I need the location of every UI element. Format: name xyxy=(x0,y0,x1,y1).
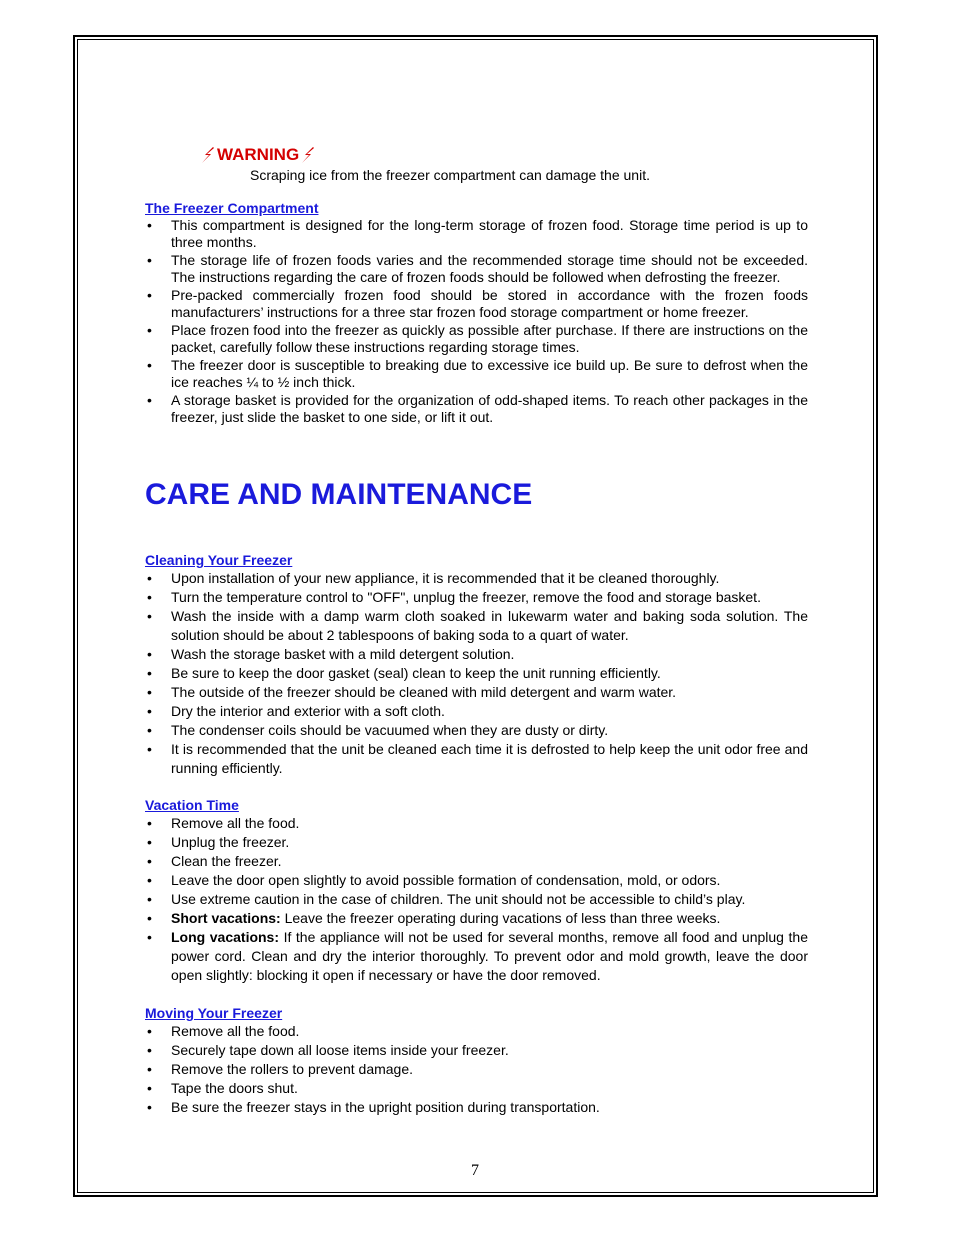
list-item: • This compartment is designed for the long-term storage of frozen food. Storage time period is up to three months. xyxy=(145,217,808,251)
cleaning-list xyxy=(145,569,808,778)
long-vacations-text: If the appliance will not be used for several months, remove all food and unplug the power cord. Clean and dry the interior thoroughly. To prevent odor and mold growth, leave the door open slightly: blocking it open if necessary or have the door removed. xyxy=(171,929,808,983)
list-item: • Turn the temperature control to "OFF", unplug the freezer, remove the food and storage basket. xyxy=(145,588,808,607)
list-item xyxy=(145,909,808,928)
list-item: • The storage life of frozen foods varies and the recommended storage time should not be exceeded. The instructions regarding the care of frozen foods should be followed when defrosting the freezer. xyxy=(145,252,808,286)
warning-text: Scraping ice from the freezer compartment can damage the unit. xyxy=(250,167,650,183)
short-vacations-text: Leave the freezer operating during vacations of less than three weeks. xyxy=(280,910,721,926)
list-item: • Be sure to keep the door gasket (seal) clean to keep the unit running efficiently. xyxy=(145,664,808,683)
list-item: • Place frozen food into the freezer as quickly as possible after purchase. If there are instructions on the packet, carefully follow these instructions regarding storage times. xyxy=(145,322,808,356)
list-item: • Remove all the food. xyxy=(145,814,808,833)
lightning-bolt-icon xyxy=(201,147,215,163)
list-item: • Upon installation of your new appliance, it is recommended that it be cleaned thoroughly. xyxy=(145,569,808,588)
list-item: • A storage basket is provided for the organization of odd-shaped items. To reach other packages in the freezer, just slide the basket to one side, or lift it out. xyxy=(145,392,808,426)
moving-heading: Moving Your Freezer xyxy=(145,1005,283,1021)
list-item: • Pre-packed commercially frozen food should be stored in accordance with the frozen foods manufacturers’ instructions for a three star frozen food storage compartment or home freezer. xyxy=(145,287,808,321)
freezer-compartment-list xyxy=(145,217,808,427)
list-item: • Leave the door open slightly to avoid possible formation of condensation, mold, or odors. xyxy=(145,871,808,890)
list-item: • Wash the inside with a damp warm cloth soaked in lukewarm water and baking soda solution. The solution should be about 2 tablespoons of baking soda to a quart of water. xyxy=(145,607,808,645)
list-item: • Remove the rollers to prevent damage. xyxy=(145,1060,808,1079)
freezer-compartment-heading: The Freezer Compartment xyxy=(145,200,319,216)
warning-label: WARNING xyxy=(217,145,300,164)
list-item: • It is recommended that the unit be cleaned each time it is defrosted to help keep the unit odor free and running efficiently. xyxy=(145,740,808,778)
page-title: CARE AND MAINTENANCE xyxy=(145,478,533,511)
list-item: • The freezer door is susceptible to breaking due to excessive ice build up. Be sure to defrost when the ice reaches ¼ to ½ inch thick. xyxy=(145,357,808,391)
list-item: • The outside of the freezer should be cleaned with mild detergent and warm water. xyxy=(145,683,808,702)
short-vacations-label: Short vacations: xyxy=(171,910,281,926)
list-item: • Securely tape down all loose items inside your freezer. xyxy=(145,1041,808,1060)
list-item: • Be sure the freezer stays in the upright position during transportation. xyxy=(145,1098,808,1117)
list-item: • Unplug the freezer. xyxy=(145,833,808,852)
list-item: • Remove all the food. xyxy=(145,1022,808,1041)
list-item xyxy=(145,928,808,985)
list-item: • The condenser coils should be vacuumed when they are dusty or dirty. xyxy=(145,721,808,740)
list-item: • Wash the storage basket with a mild detergent solution. xyxy=(145,645,808,664)
vacation-heading: Vacation Time xyxy=(145,797,239,813)
long-vacations-label: Long vacations: xyxy=(171,929,280,945)
vacation-list xyxy=(145,814,808,985)
warning-heading xyxy=(201,145,315,165)
moving-list xyxy=(145,1022,808,1117)
list-item: • Tape the doors shut. xyxy=(145,1079,808,1098)
cleaning-heading: Cleaning Your Freezer xyxy=(145,552,293,568)
page-number: 7 xyxy=(471,1162,479,1179)
list-item: • Clean the freezer. xyxy=(145,852,808,871)
lightning-bolt-icon xyxy=(301,147,315,163)
list-item: • Dry the interior and exterior with a soft cloth. xyxy=(145,702,808,721)
list-item: • Use extreme caution in the case of children. The unit should not be accessible to child’s play. xyxy=(145,890,808,909)
